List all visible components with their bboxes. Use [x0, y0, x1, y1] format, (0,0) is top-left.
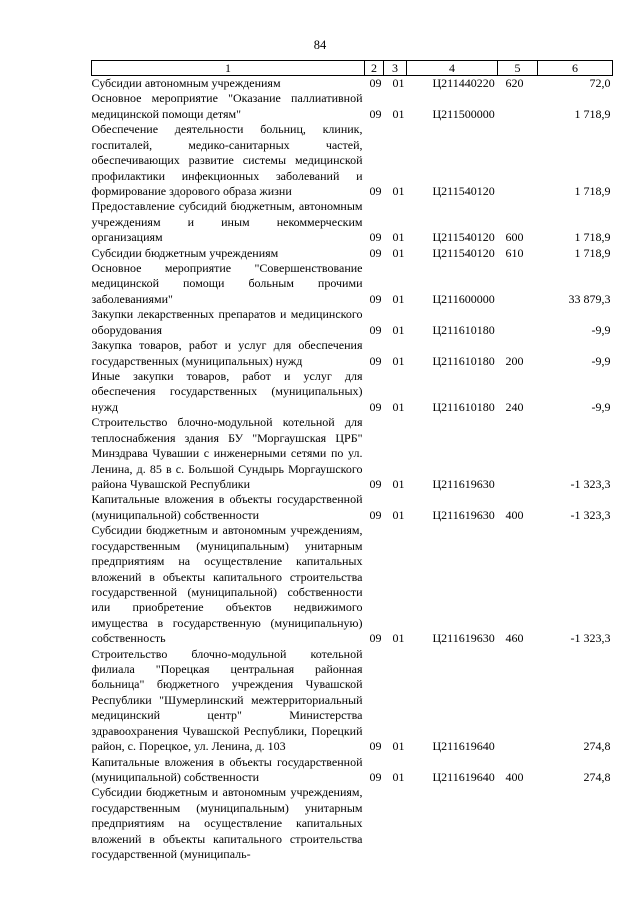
row-name: Основное мероприятие "Оказание паллиативной медицинской помощи детям"	[91, 91, 363, 121]
row-expense-kind: 600	[505, 230, 524, 245]
table-row	[92, 91, 613, 122]
table-row	[92, 122, 613, 199]
table-row	[92, 338, 613, 369]
row-subsection: 01	[392, 230, 405, 245]
row-amount: 1 718,9	[574, 183, 611, 198]
row-expense-kind: 610	[505, 245, 524, 260]
budget-table	[91, 60, 613, 863]
table-row	[92, 76, 613, 92]
row-expense-kind: 400	[505, 507, 524, 522]
row-target-code: Ц211610180	[432, 399, 495, 414]
row-target-code: Ц211540120	[432, 245, 495, 260]
row-subsection: 01	[392, 507, 405, 522]
row-section: 09	[369, 399, 382, 414]
row-subsection: 01	[392, 245, 405, 260]
row-section: 09	[369, 769, 382, 784]
row-amount: -9,9	[591, 353, 611, 368]
row-expense-kind	[498, 647, 538, 755]
row-name: Обеспечение деятельности больниц, клиник, госпиталей, медико-санитарных частей, обеспечивающих развитие системы медицинской профилактики инфекционных заболеваний и формирование здорового образа жизни	[91, 122, 363, 198]
row-name: Субсидии бюджетным и автономным учреждениям, государственным (муниципальным) унитарным предприятиям на осуществление капитальных вложений в объекты капитального строительства государственной (муниципальной) собственности или приобретение объектов недвижимого имущества в государственную (муниципальную) собственность	[91, 523, 363, 646]
row-amount: 72,0	[589, 76, 611, 90]
row-name: Строительство блочно-модульной котельной филиала "Порецкая центральная районная больница" бюджетного учреждения Чувашской Республики "Шумерлинский межтерриториальный медицинский центр" Министерства здравоохранения Чувашской Республики, Порецкий район, с. Порецкое, ул. Ленина, д. 103	[91, 646, 363, 754]
row-expense-kind: 400	[505, 769, 524, 784]
table-row	[92, 415, 613, 492]
row-amount: -1 323,3	[570, 631, 611, 646]
row-subsection: 01	[392, 739, 405, 754]
row-target-code: Ц211540120	[432, 183, 495, 198]
row-subsection: 01	[392, 631, 405, 646]
row-amount: 1 718,9	[574, 230, 611, 245]
table-header	[92, 61, 613, 76]
row-expense-kind: 620	[505, 76, 524, 90]
row-name: Субсидии бюджетным учреждениям	[91, 245, 279, 260]
table-row	[92, 755, 613, 786]
row-target-code: Ц211619640	[432, 739, 495, 754]
header-col-2: 2	[365, 61, 384, 76]
row-section: 09	[369, 183, 382, 198]
row-amount: 1 718,9	[574, 106, 611, 121]
row-section: 09	[369, 631, 382, 646]
table-row	[92, 492, 613, 523]
row-section: 09	[369, 322, 382, 337]
row-section: 09	[369, 476, 382, 491]
row-target-code: Ц211619630	[432, 631, 495, 646]
row-target-code: Ц211619630	[432, 476, 495, 491]
row-expense-kind: 240	[505, 399, 524, 414]
row-section: 09	[369, 291, 382, 306]
header-col-4: 4	[407, 61, 498, 76]
row-amount	[538, 785, 613, 862]
row-subsection: 01	[392, 183, 405, 198]
row-target-code: Ц211440220	[432, 76, 495, 90]
row-subsection: 01	[392, 291, 405, 306]
row-subsection: 01	[392, 106, 405, 121]
row-name: Субсидии автономным учреждениям	[91, 76, 281, 90]
header-col-5: 5	[498, 61, 538, 76]
row-subsection: 01	[392, 476, 405, 491]
header-col-6: 6	[538, 61, 613, 76]
row-subsection: 01	[392, 322, 405, 337]
table-row	[92, 246, 613, 261]
header-col-3: 3	[384, 61, 407, 76]
row-subsection: 01	[392, 353, 405, 368]
row-name: Строительство блочно-модульной котельной для теплоснабжения здания БУ "Моргаушская ЦРБ" Минздрава Чувашии с инженерными сетями по ул. Ленина, д. 85 в с. Большой Сундырь Моргаушского района Чувашской Республики	[91, 415, 363, 491]
row-expense-kind	[498, 122, 538, 199]
row-target-code: Ц211500000	[432, 106, 495, 121]
row-expense-kind	[498, 307, 538, 338]
row-section: 09	[369, 353, 382, 368]
row-amount: -1 323,3	[570, 507, 611, 522]
row-amount: 274,8	[583, 739, 611, 754]
row-target-code: Ц211610180	[432, 353, 495, 368]
table-body	[92, 76, 613, 863]
row-section: 09	[369, 230, 382, 245]
page-number: 84	[313, 38, 327, 52]
row-name: Субсидии бюджетным и автономным учреждениям, государственным (муниципальным) унитарным предприятиям на осуществление капитальных вложений в объекты капитального строительства государственной (муниципаль-	[91, 785, 363, 862]
row-section: 09	[369, 507, 382, 522]
row-target-code: Ц211540120	[432, 230, 495, 245]
table-row	[92, 261, 613, 307]
row-section: 09	[369, 245, 382, 260]
table-row	[92, 647, 613, 755]
table-row	[92, 523, 613, 646]
row-expense-kind: 200	[505, 353, 524, 368]
row-section	[365, 785, 384, 862]
row-expense-kind	[498, 261, 538, 307]
row-name: Иные закупки товаров, работ и услуг для обеспечения государственных (муниципальных) нужд	[91, 369, 363, 414]
row-target-code	[407, 785, 498, 862]
table-row	[92, 369, 613, 415]
row-name: Основное мероприятие "Совершенствование медицинской помощи больным прочими заболеваниями"	[91, 261, 363, 306]
row-amount: -9,9	[591, 322, 611, 337]
row-target-code: Ц211610180	[432, 322, 495, 337]
row-expense-kind	[498, 415, 538, 492]
row-name: Капитальные вложения в объекты государственной (муниципальной) собственности	[91, 754, 363, 784]
table-row	[92, 785, 613, 862]
row-section: 09	[369, 106, 382, 121]
row-subsection: 01	[392, 399, 405, 414]
row-expense-kind	[498, 785, 538, 862]
row-name: Предоставление субсидий бюджетным, автономным учреждениям и иным некоммерческим организациям	[91, 199, 363, 245]
row-subsection	[384, 785, 407, 862]
row-section: 09	[369, 739, 382, 754]
row-name: Закупка товаров, работ и услуг для обеспечения государственных (муниципальных) нужд	[91, 338, 363, 368]
table-row	[92, 307, 613, 338]
row-amount: 33 879,3	[568, 291, 611, 306]
row-subsection: 01	[392, 76, 405, 90]
header-col-1: 1	[92, 61, 365, 76]
row-expense-kind	[498, 91, 538, 122]
row-target-code: Ц211619630	[432, 507, 495, 522]
row-amount: -9,9	[591, 399, 611, 414]
row-subsection: 01	[392, 769, 405, 784]
row-name: Капитальные вложения в объекты государственной (муниципальной) собственности	[91, 492, 363, 522]
row-amount: -1 323,3	[570, 476, 611, 491]
row-target-code: Ц211600000	[432, 291, 495, 306]
header-row	[92, 61, 613, 76]
row-amount: 274,8	[583, 769, 611, 784]
row-section: 09	[369, 76, 382, 90]
row-name: Закупки лекарственных препаратов и медицинского оборудования	[91, 307, 363, 337]
table-row	[92, 199, 613, 245]
row-target-code: Ц211619640	[432, 769, 495, 784]
row-expense-kind: 460	[505, 631, 524, 646]
row-amount: 1 718,9	[574, 245, 611, 260]
